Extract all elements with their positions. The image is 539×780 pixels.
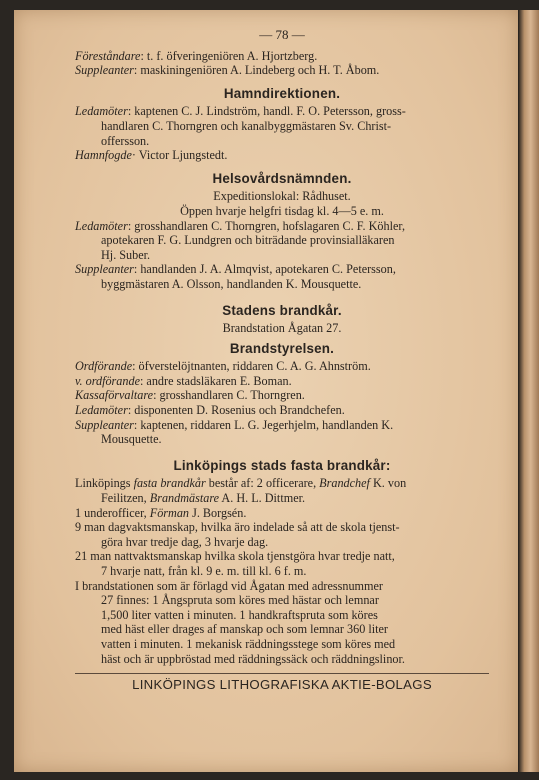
- line-text: offersson.: [101, 133, 150, 148]
- text-line: [75, 535, 489, 550]
- line-text: : grosshandlaren C. Thorngren, hofslagaren C. F. Köhler,: [127, 218, 406, 233]
- line-text: Mousquette.: [101, 432, 162, 447]
- heading-stadens-brandkar: Stadens brandkår.: [222, 302, 342, 318]
- line-text: J. Borgsén.: [189, 505, 247, 520]
- fasta-brandkar-section: [75, 476, 489, 666]
- role-label: Föreståndare: [75, 48, 141, 63]
- helsovardsnamnden-section: [75, 219, 489, 292]
- text-line: [75, 134, 489, 149]
- footer-rule: [75, 673, 489, 674]
- line-text: Hj. Suber.: [101, 247, 151, 262]
- text-line: [75, 63, 489, 78]
- text-line: [75, 248, 489, 263]
- heading-fasta-brandkar: Linköpings stads fasta brandkår:: [173, 457, 391, 473]
- role-label: v. ordförande: [75, 373, 140, 388]
- line-text: : disponenten D. Rosenius och Brandchefen.: [127, 403, 345, 418]
- line-text: I brandstationen som är förlagd vid Ågatan med adressnummer: [75, 578, 383, 593]
- text-line: [75, 418, 489, 433]
- line-text: 27 finnes: 1 Ångspruta som köres med hästar och lemnar: [101, 593, 379, 608]
- line-text: : kaptenen C. J. Lindström, handl. F. O. Petersson, gross-: [127, 104, 406, 119]
- role-label: Hamnfogde: [75, 148, 132, 163]
- line-text: göra hvar tredje dag, 3 hvarje dag.: [101, 534, 269, 549]
- heading-brandstyrelsen: Brandstyrelsen.: [229, 340, 335, 356]
- text-line: [75, 506, 489, 521]
- line-text: : handlanden J. A. Almqvist, apotekaren C. Petersson,: [133, 262, 396, 277]
- line-text: : t. f. öfveringeniören A. Hjortzberg.: [140, 48, 318, 63]
- role-label: Ledamöter: [75, 104, 128, 119]
- text-line: [75, 148, 489, 163]
- line-text: : öfverstelöjtnanten, riddaren C. A. G. Ahnström.: [132, 359, 371, 374]
- text-line: [75, 608, 489, 623]
- text-line: [75, 403, 489, 418]
- text-line: [75, 549, 489, 564]
- line-text: med häst eller drages af manskap och som lemnar 360 liter: [101, 622, 388, 637]
- line-text: 21 man nattvaktsmanskap hvilka skola tjenstgöra hvar tredje natt,: [75, 549, 395, 564]
- line-text: består af: 2 officerare,: [205, 476, 320, 491]
- printer-footer: LINKÖPINGS LITHOGRAFISKA AKTIE-BOLAGS: [132, 677, 432, 693]
- role-label: Suppleanter: [75, 262, 134, 277]
- text-line: [75, 652, 489, 667]
- text-line: [75, 219, 489, 234]
- text-line: [75, 637, 489, 652]
- line-text: A. H. L. Dittmer.: [219, 491, 306, 506]
- page-number: — 78 —: [259, 27, 305, 42]
- text-line: [75, 622, 489, 637]
- line-text: 1,500 liter vatten i minuten. 1 handkraftspruta som köres: [101, 607, 378, 622]
- text-line: [75, 233, 489, 248]
- line-text: Linköpings: [75, 476, 134, 491]
- text-line: [75, 491, 489, 506]
- text-line: [75, 104, 489, 119]
- line-text: : kaptenen, riddaren L. G. Jegerhjelm, handlanden K.: [133, 417, 394, 432]
- expedition-line: Expeditionslokal: Rådhuset.: [213, 189, 351, 204]
- role-label: Suppleanter: [75, 63, 134, 78]
- role-label: Ordförande: [75, 359, 133, 374]
- role-label: Suppleanter: [75, 417, 134, 432]
- text-line: [75, 593, 489, 608]
- text-line: [75, 432, 489, 447]
- text-line: [75, 579, 489, 594]
- line-text: : andre stadsläkaren E. Boman.: [140, 373, 292, 388]
- line-text: : grosshandlaren C. Thorngren.: [153, 388, 305, 403]
- role-label: Ledamöter: [75, 403, 128, 418]
- text-line: [75, 277, 489, 292]
- line-text: apotekaren F. G. Lundgren och biträdande provinsialläkaren: [101, 233, 395, 248]
- management-block: [75, 49, 489, 78]
- line-text: Förman: [149, 505, 190, 520]
- line-text: 7 hvarje natt, från kl. 9 e. m. till kl. 6 f. m.: [101, 564, 307, 578]
- page-content: [75, 28, 489, 693]
- text-line: [75, 262, 489, 277]
- line-text: 1 underofficer,: [75, 505, 150, 520]
- line-text: vatten i minuten. 1 mekanisk räddningsstege som köres med: [101, 636, 396, 651]
- role-label: Kassaförvaltare: [75, 388, 154, 403]
- line-text: · Victor Ljungstedt.: [131, 148, 228, 163]
- page-edge: [518, 10, 539, 772]
- line-text: K. von: [369, 476, 407, 491]
- brandstyrelsen-section: [75, 359, 489, 447]
- hamndirektionen-section: [75, 104, 489, 162]
- line-text: häst och är uppbröstad med räddningssäck och räddningslinor.: [101, 651, 405, 666]
- line-text: Brandchef: [319, 476, 370, 491]
- text-line: [75, 476, 489, 491]
- line-text: fasta brandkår: [133, 476, 206, 491]
- text-line: [75, 388, 489, 403]
- heading-helsovardsnamnden: Helsovårdsnämnden.: [212, 170, 352, 186]
- text-line: [75, 374, 489, 389]
- text-line: [75, 520, 489, 535]
- line-text: Feilitzen,: [101, 491, 150, 506]
- line-text: handlaren C. Thorngren och kanalbyggmästaren Sv. Christ-: [101, 118, 392, 133]
- line-text: 9 man dagvaktsmanskap, hvilka äro indelade så att de skola tjenst-: [75, 520, 400, 535]
- text-line: [75, 564, 489, 579]
- line-text: : maskiningeniören A. Lindeberg och H. T. Åbom.: [133, 63, 380, 78]
- text-line: [75, 49, 489, 64]
- text-line: [75, 119, 489, 134]
- line-text: byggmästaren A. Olsson, handlanden K. Mousquette.: [101, 276, 362, 291]
- text-line: [75, 359, 489, 374]
- role-label: Ledamöter: [75, 218, 128, 233]
- opening-hours-line: Öppen hvarje helgfri tisdag kl. 4—5 e. m.: [180, 203, 384, 218]
- line-text: Brandmästare: [149, 491, 220, 506]
- heading-hamndirektionen: Hamndirektionen.: [223, 85, 341, 101]
- brandstation-line: Brandstation Ågatan 27.: [222, 321, 342, 336]
